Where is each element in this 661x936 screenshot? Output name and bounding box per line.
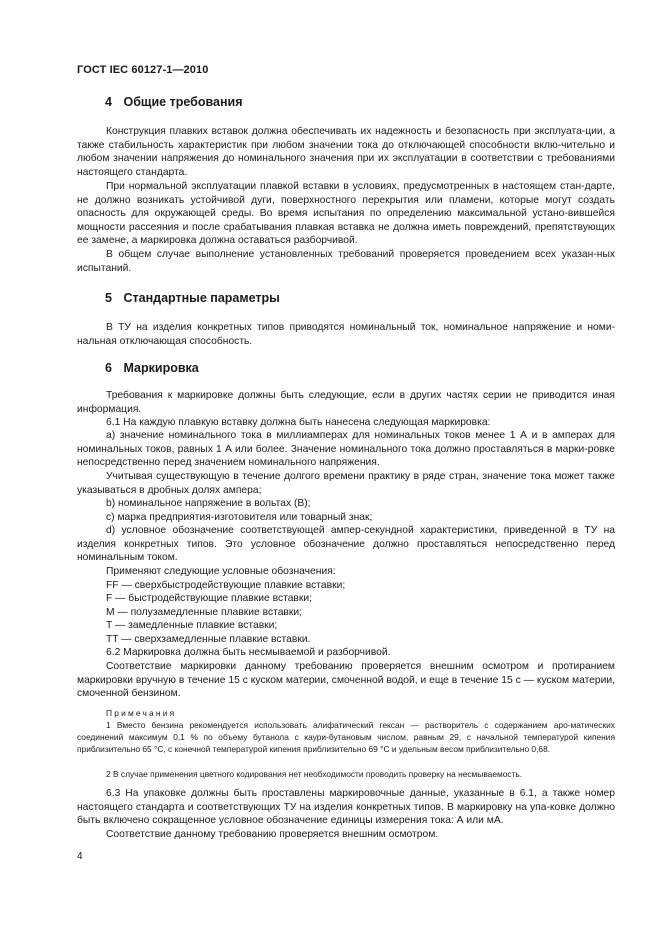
section-6-heading [105, 361, 199, 375]
note-item: 1 Вместо бензина рекомендуется использовать алифатический гексан — растворитель с содержанием аро-матических соединений максимум 0,1 % по объему бутанола с каури-бутановым числом, равным 29, с начальной температурой кипения приблизительно 65 °С, с конечной температурой кипения приблизительно 69 °С и удельным весом приблизительно 0,68. [77, 720, 615, 754]
note-item: 2 В случае применения цветного кодирования нет необходимости проводить проверку на несмываемость. [106, 769, 523, 779]
list-item: FF — сверхбыстродействующие плавкие вставки; [106, 580, 346, 591]
section-5-heading [105, 291, 280, 305]
notes-title: Примечания [106, 708, 177, 718]
section-title: Общие требования [123, 95, 243, 109]
section-number: 6 [105, 361, 112, 375]
paragraph: 6.1 На каждую плавкую вставку должна быть нанесена следующая маркировка: [106, 417, 491, 428]
paragraph: Учитывая существующую в течение долгого времени практику в ряде стран, значение тока может также указываться в дробных долях ампера; [77, 471, 615, 496]
page-number: 4 [77, 851, 83, 862]
paragraph: В ТУ на изделия конкретных типов приводятся номинальный ток, номинальное напряжение и номи-нальная отключающая способность. [77, 322, 615, 347]
list-item: a) значение номинального тока в миллиамперах для номинальных токов менее 1 А и в амперах для номинальных токов, равных 1 А или более. Значение номинального тока должно проставляться в марки-ровке непосредственно перед значением номинального напряжения. [77, 430, 615, 469]
section-4-heading [105, 95, 243, 109]
paragraph: При нормальной эксплуатации плавкой вставки в условиях, предусмотренных в настоящем стан-дарте, не должно возникать устойчивой дуги, поверхностного перекрытия или пламени, которые могут создать опасность для окружающей среды. Во время испытания по определению максимальной устано-вившейся мощности рассеяния и после срабатывания плавкая вставка не должна иметь повреждений, препятствующих ее замене, а маркировка должна оставаться разборчивой. [77, 181, 615, 247]
section-title: Маркировка [123, 361, 199, 375]
paragraph: Соответствие маркировки данному требованию проверяется внешним осмотром и протиранием маркировки вручную в течение 15 с куском материи, смоченной водой, и еще в течение 15 с — куском материи, смоченной бензином. [77, 661, 615, 700]
section-number: 4 [105, 95, 112, 109]
paragraph: 6.3 На упаковке должны быть проставлены маркировочные данные, указанные в 6.1, а также номер настоящего стандарта и соответствующих ТУ на изделия конкретных типов. В маркировку на упа-ковке должно быть включено сокращенное условное обозначение единицы измерения тока: А или мА. [77, 788, 615, 827]
list-item: TT — сверхзамедленные плавкие вставки. [106, 634, 311, 645]
document-header: ГОСТ IEC 60127-1—2010 [77, 64, 209, 76]
paragraph: Конструкция плавких вставок должна обеспечивать их надежность и безопасность при эксплуата-ции, а также стабильность характеристик при любом значении тока до отключающей способности вклю-чительно и любом значении напряжения до номинального значения при их эксплуатации в соответствии с требованиями настоящего стандарта. [77, 126, 615, 178]
list-item: M — полузамедленные плавкие вставки; [106, 607, 303, 618]
list-item: b) номинальное напряжение в вольтах (В); [106, 498, 311, 509]
list-item: d) условное обозначение соответствующей ампер-секундной характеристики, приведенной в ТУ на изделия конкретных типов. Это условное обозначение должно проставляться непосредственно перед номинальным током. [77, 525, 615, 564]
paragraph: 6.2 Маркировка должна быть несмываемой и разборчивой. [106, 647, 391, 658]
list-item: T — замедленные плавкие вставки; [106, 620, 278, 631]
list-item: c) марка предприятия-изготовителя или товарный знак; [106, 512, 373, 523]
section-title: Стандартные параметры [123, 291, 280, 305]
paragraph: В общем случае выполнение установленных требований проверяется проведением всех указан-ных испытаний. [77, 249, 615, 274]
section-number: 5 [105, 291, 112, 305]
list-item: F — быстродействующие плавкие вставки; [106, 593, 313, 604]
paragraph: Применяют следующие условные обозначения: [106, 566, 336, 577]
paragraph: Требования к маркировке должны быть следующие, если в других частях серии не приводится иная информация. [77, 390, 615, 415]
paragraph: Соответствие данному требованию проверяется внешним осмотром. [106, 829, 439, 840]
